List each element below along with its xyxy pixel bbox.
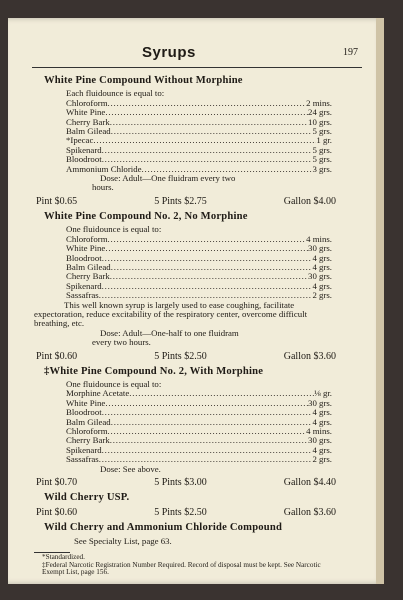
page-content (34, 74, 374, 577)
dose-text: Dose: See above. (100, 463, 161, 474)
ingredient-amount: 30 grs. (308, 271, 332, 282)
price-five-pints: 5 Pints $2.50 (154, 350, 207, 362)
footnote: *Standardized. (42, 553, 85, 562)
section-title: Wild Cherry USP. (44, 492, 130, 504)
ingredient-name: Bloodroot (66, 407, 102, 418)
price-row (36, 350, 336, 363)
ingredient-amount: 5 grs. (312, 154, 332, 165)
ingredient-row (66, 389, 332, 398)
ingredient-amount: 30 grs. (308, 397, 332, 408)
book-page (8, 18, 384, 584)
ingredient-amount: 3 grs. (312, 163, 332, 174)
ingredient-name: Balm Gilead (66, 416, 111, 427)
ingredient-amount: 4 grs. (312, 252, 332, 263)
ingredient-row (66, 244, 332, 253)
page-number: 197 (343, 47, 358, 58)
ingredient-amount: 2 mins. (306, 97, 332, 108)
ingredient-amount: 4 grs. (312, 444, 332, 455)
ingredient-name: Balm Gilead (66, 126, 111, 137)
price-five-pints: 5 Pints $2.50 (154, 507, 207, 519)
section-title: White Pine Compound No. 2, No Morphine (44, 210, 248, 222)
page-edge (376, 18, 384, 584)
section-description: This well known syrup is largely used to ease coughing, facilitate expectoration, reduce excitability of the respiratory center, overcome difficult breathing, etc. (34, 299, 308, 329)
ingredient-amount: 30 grs. (308, 435, 332, 446)
section-title: White Pine Compound Without Morphine (44, 75, 243, 86)
ingredient-row (66, 127, 332, 136)
ingredient-amount: 24 grs. (308, 107, 332, 118)
price-pint: Pint $0.60 (36, 507, 78, 519)
price-gallon: Gallon $4.00 (283, 195, 336, 207)
price-row (36, 195, 336, 208)
ingredient-name: Ammonium Chloride (66, 163, 142, 174)
price-pint: Pint $0.60 (36, 350, 78, 362)
ingredient-amount: 4 mins. (306, 233, 332, 244)
ingredient-row (66, 136, 332, 145)
ingredient-row (66, 146, 332, 155)
ingredient-name: Chloroform (66, 97, 108, 108)
section-title: ‡White Pine Compound No. 2, With Morphine (44, 365, 264, 377)
price-pint: Pint $0.65 (36, 195, 78, 207)
ingredient-row (66, 235, 332, 244)
ingredient-row (66, 446, 332, 455)
footnote: ‡Federal Narcotic Registration Number Required. Record of disposal must be kept. See Narcotic Exempt List, page 156. (42, 560, 321, 577)
ingredient-name: Sassafras (66, 454, 99, 465)
ingredient-name: Cherry Bark (66, 271, 110, 282)
ingredient-amount: 10 grs. (308, 116, 332, 127)
price-pint: Pint $0.70 (36, 477, 78, 489)
dose-text: Dose: Adult—One fluidram every two (100, 173, 236, 184)
ingredient-row (66, 272, 332, 281)
dose-text-continued: hours. (92, 182, 114, 193)
section-intro: Each fluidounce is equal to: (66, 88, 165, 99)
ingredient-name: *Ipecac (66, 135, 94, 146)
ingredient-row (66, 99, 332, 108)
price-row (36, 506, 336, 519)
ingredient-row (66, 399, 332, 408)
dose-text-continued: every two hours. (92, 337, 151, 348)
price-five-pints: 5 Pints $2.75 (154, 195, 207, 207)
ingredient-amount: 4 grs. (312, 407, 332, 418)
ingredient-amount: 2 grs. (312, 454, 332, 465)
ingredient-name: White Pine (66, 397, 106, 408)
ingredient-amount: 4 mins. (306, 426, 332, 436)
header-rule (32, 67, 362, 68)
ingredient-name: Sassafras (66, 290, 99, 301)
ingredient-name: White Pine (66, 107, 106, 118)
section-title: Wild Cherry and Ammonium Chloride Compound (44, 522, 283, 534)
dose-text: Dose: Adult—One-half to one fluidram (100, 327, 239, 338)
price-row (36, 476, 336, 489)
ingredient-name: Spikenard (66, 444, 102, 455)
see-also-text: See Specialty List, page 63. (74, 535, 172, 546)
ingredient-name: Morphine Acetate (66, 388, 130, 399)
ingredient-name: Bloodroot (66, 154, 102, 165)
ingredient-name: Balm Gilead (66, 261, 111, 272)
ingredient-name: Cherry Bark (66, 435, 110, 446)
price-five-pints: 5 Pints $3.00 (154, 477, 207, 489)
ingredient-name: Chloroform (66, 426, 108, 436)
page-header (8, 44, 384, 64)
price-gallon: Gallon $3.60 (283, 350, 336, 362)
ingredient-amount: 30 grs. (308, 243, 332, 254)
ingredient-name: Chloroform (66, 233, 108, 244)
section-intro: One fluidounce is equal to: (66, 224, 162, 235)
ingredient-name: Cherry Bark (66, 116, 110, 127)
ingredient-amount: ⅛ gr. (314, 388, 332, 399)
section-intro: One fluidounce is equal to: (66, 378, 162, 389)
ingredient-amount: 2 grs. (312, 290, 332, 301)
ingredient-name: White Pine (66, 243, 106, 254)
ingredient-name: Spikenard (66, 144, 102, 155)
price-gallon: Gallon $4.40 (283, 477, 336, 489)
ingredient-row (66, 436, 332, 445)
ingredient-name: Spikenard (66, 280, 102, 291)
ingredient-amount: 4 grs. (312, 280, 332, 291)
price-gallon: Gallon $3.60 (283, 507, 336, 519)
page-title: Syrups (142, 44, 196, 61)
ingredient-amount: 5 grs. (312, 144, 332, 155)
ingredient-amount: 1 gr. (316, 135, 332, 146)
ingredient-name: Bloodroot (66, 252, 102, 263)
ingredient-row (66, 282, 332, 291)
ingredient-amount: 4 grs. (312, 261, 332, 272)
ingredient-amount: 4 grs. (312, 416, 332, 427)
ingredient-amount: 5 grs. (312, 126, 332, 137)
